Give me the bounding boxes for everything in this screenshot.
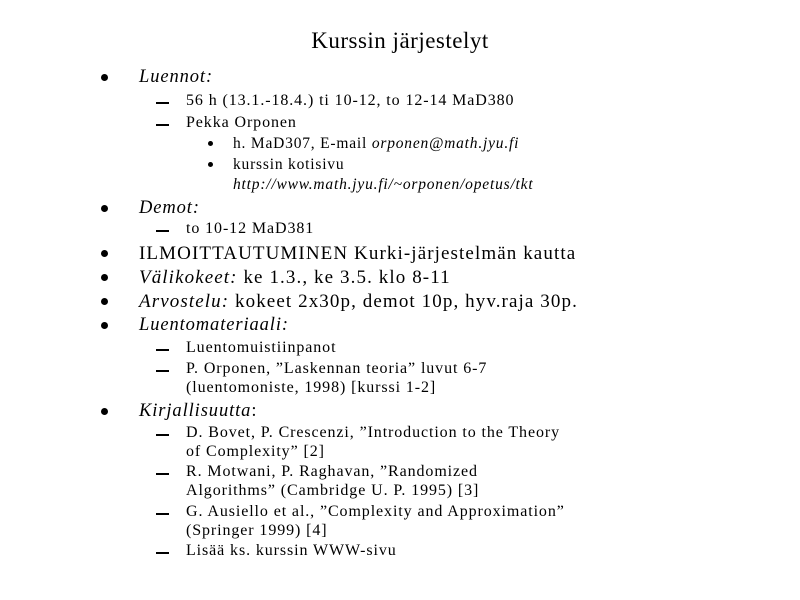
dash-luentomateriaali-2: [156, 370, 169, 372]
dash-ref-3: [156, 513, 169, 515]
demot-time: to 10-12 MaD381: [186, 220, 315, 237]
ref-3-line-2: (Springer 1999) [4]: [186, 522, 328, 539]
contact-prefix: h. MaD307, E-mail: [233, 135, 372, 152]
valikokeet-label: Välikokeet:: [139, 267, 238, 288]
kirjallisuutta-label: Kirjallisuutta: [139, 401, 252, 421]
bullet-homepage: [208, 162, 213, 167]
luentomateriaali-item-1: Luentomuistiinpanot: [186, 339, 337, 356]
section-luennot-label: Luennot:: [139, 67, 214, 87]
ref-1-line-2: of Complexity” [2]: [186, 443, 325, 460]
luentomateriaali-item-2-line-1: P. Orponen, ”Laskennan teoria” luvut 6-7: [186, 360, 488, 377]
email-link[interactable]: orponen@math.jyu.fi: [371, 135, 520, 152]
homepage-label: kurssin kotisivu: [233, 156, 345, 173]
bullet-luennot: [101, 74, 108, 81]
page-title: Kurssin järjestelyt: [311, 28, 489, 53]
ref-4: Lisää ks. kurssin WWW-sivu: [186, 542, 397, 559]
valikokeet-line: [139, 268, 451, 287]
bullet-kirjallisuutta: [101, 408, 108, 415]
ref-1-line-1: D. Bovet, P. Crescenzi, ”Introduction to the Theory: [186, 424, 560, 441]
section-luentomateriaali-label: Luentomateriaali:: [139, 315, 289, 335]
ref-3-line-1: G. Ausiello et al., ”Complexity and Approximation”: [186, 503, 565, 520]
bullet-luentomateriaali: [101, 322, 108, 329]
arvostelu-label: Arvostelu:: [139, 291, 230, 312]
luennot-teacher: Pekka Orponen: [186, 114, 297, 131]
bullet-ilmoittautuminen: [101, 250, 108, 257]
valikokeet-text: ke 1.3., ke 3.5. klo 8-11: [237, 267, 451, 288]
bullet-arvostelu: [101, 298, 108, 305]
dash-ref-1: [156, 434, 169, 436]
homepage-url-link[interactable]: http://www.math.jyu.fi/~orponen/opetus/tkt: [233, 176, 534, 193]
arvostelu-line: [139, 292, 578, 311]
luentomateriaali-item-2-line-2: (luentomoniste, 1998) [kurssi 1-2]: [186, 379, 437, 396]
ref-2-line-1: R. Motwani, P. Raghavan, ”Randomized: [186, 463, 478, 480]
dash-demot-time: [156, 230, 169, 232]
kirjallisuutta-colon: :: [251, 401, 258, 421]
ilmoittautuminen-text: ILMOITTAUTUMINEN Kurki-järjestelmän kautta: [139, 243, 577, 264]
dash-luennot-time: [156, 102, 169, 104]
section-demot-label: Demot:: [139, 198, 200, 218]
bullet-demot: [101, 205, 108, 212]
section-kirjallisuutta: [139, 402, 257, 421]
arvostelu-text: kokeet 2x30p, demot 10p, hyv.raja 30p.: [229, 291, 578, 312]
dash-ref-2: [156, 473, 169, 475]
dash-luennot-teacher: [156, 124, 169, 126]
ref-2-line-2: Algorithms” (Cambridge U. P. 1995) [3]: [186, 482, 480, 499]
luennot-time: 56 h (13.1.-18.4.) ti 10-12, to 12-14 MaD380: [186, 92, 515, 109]
bullet-contact: [208, 141, 213, 146]
bullet-valikokeet: [101, 274, 108, 281]
luennot-contact: [233, 136, 519, 152]
dash-luentomateriaali-1: [156, 349, 169, 351]
dash-ref-4: [156, 552, 169, 554]
